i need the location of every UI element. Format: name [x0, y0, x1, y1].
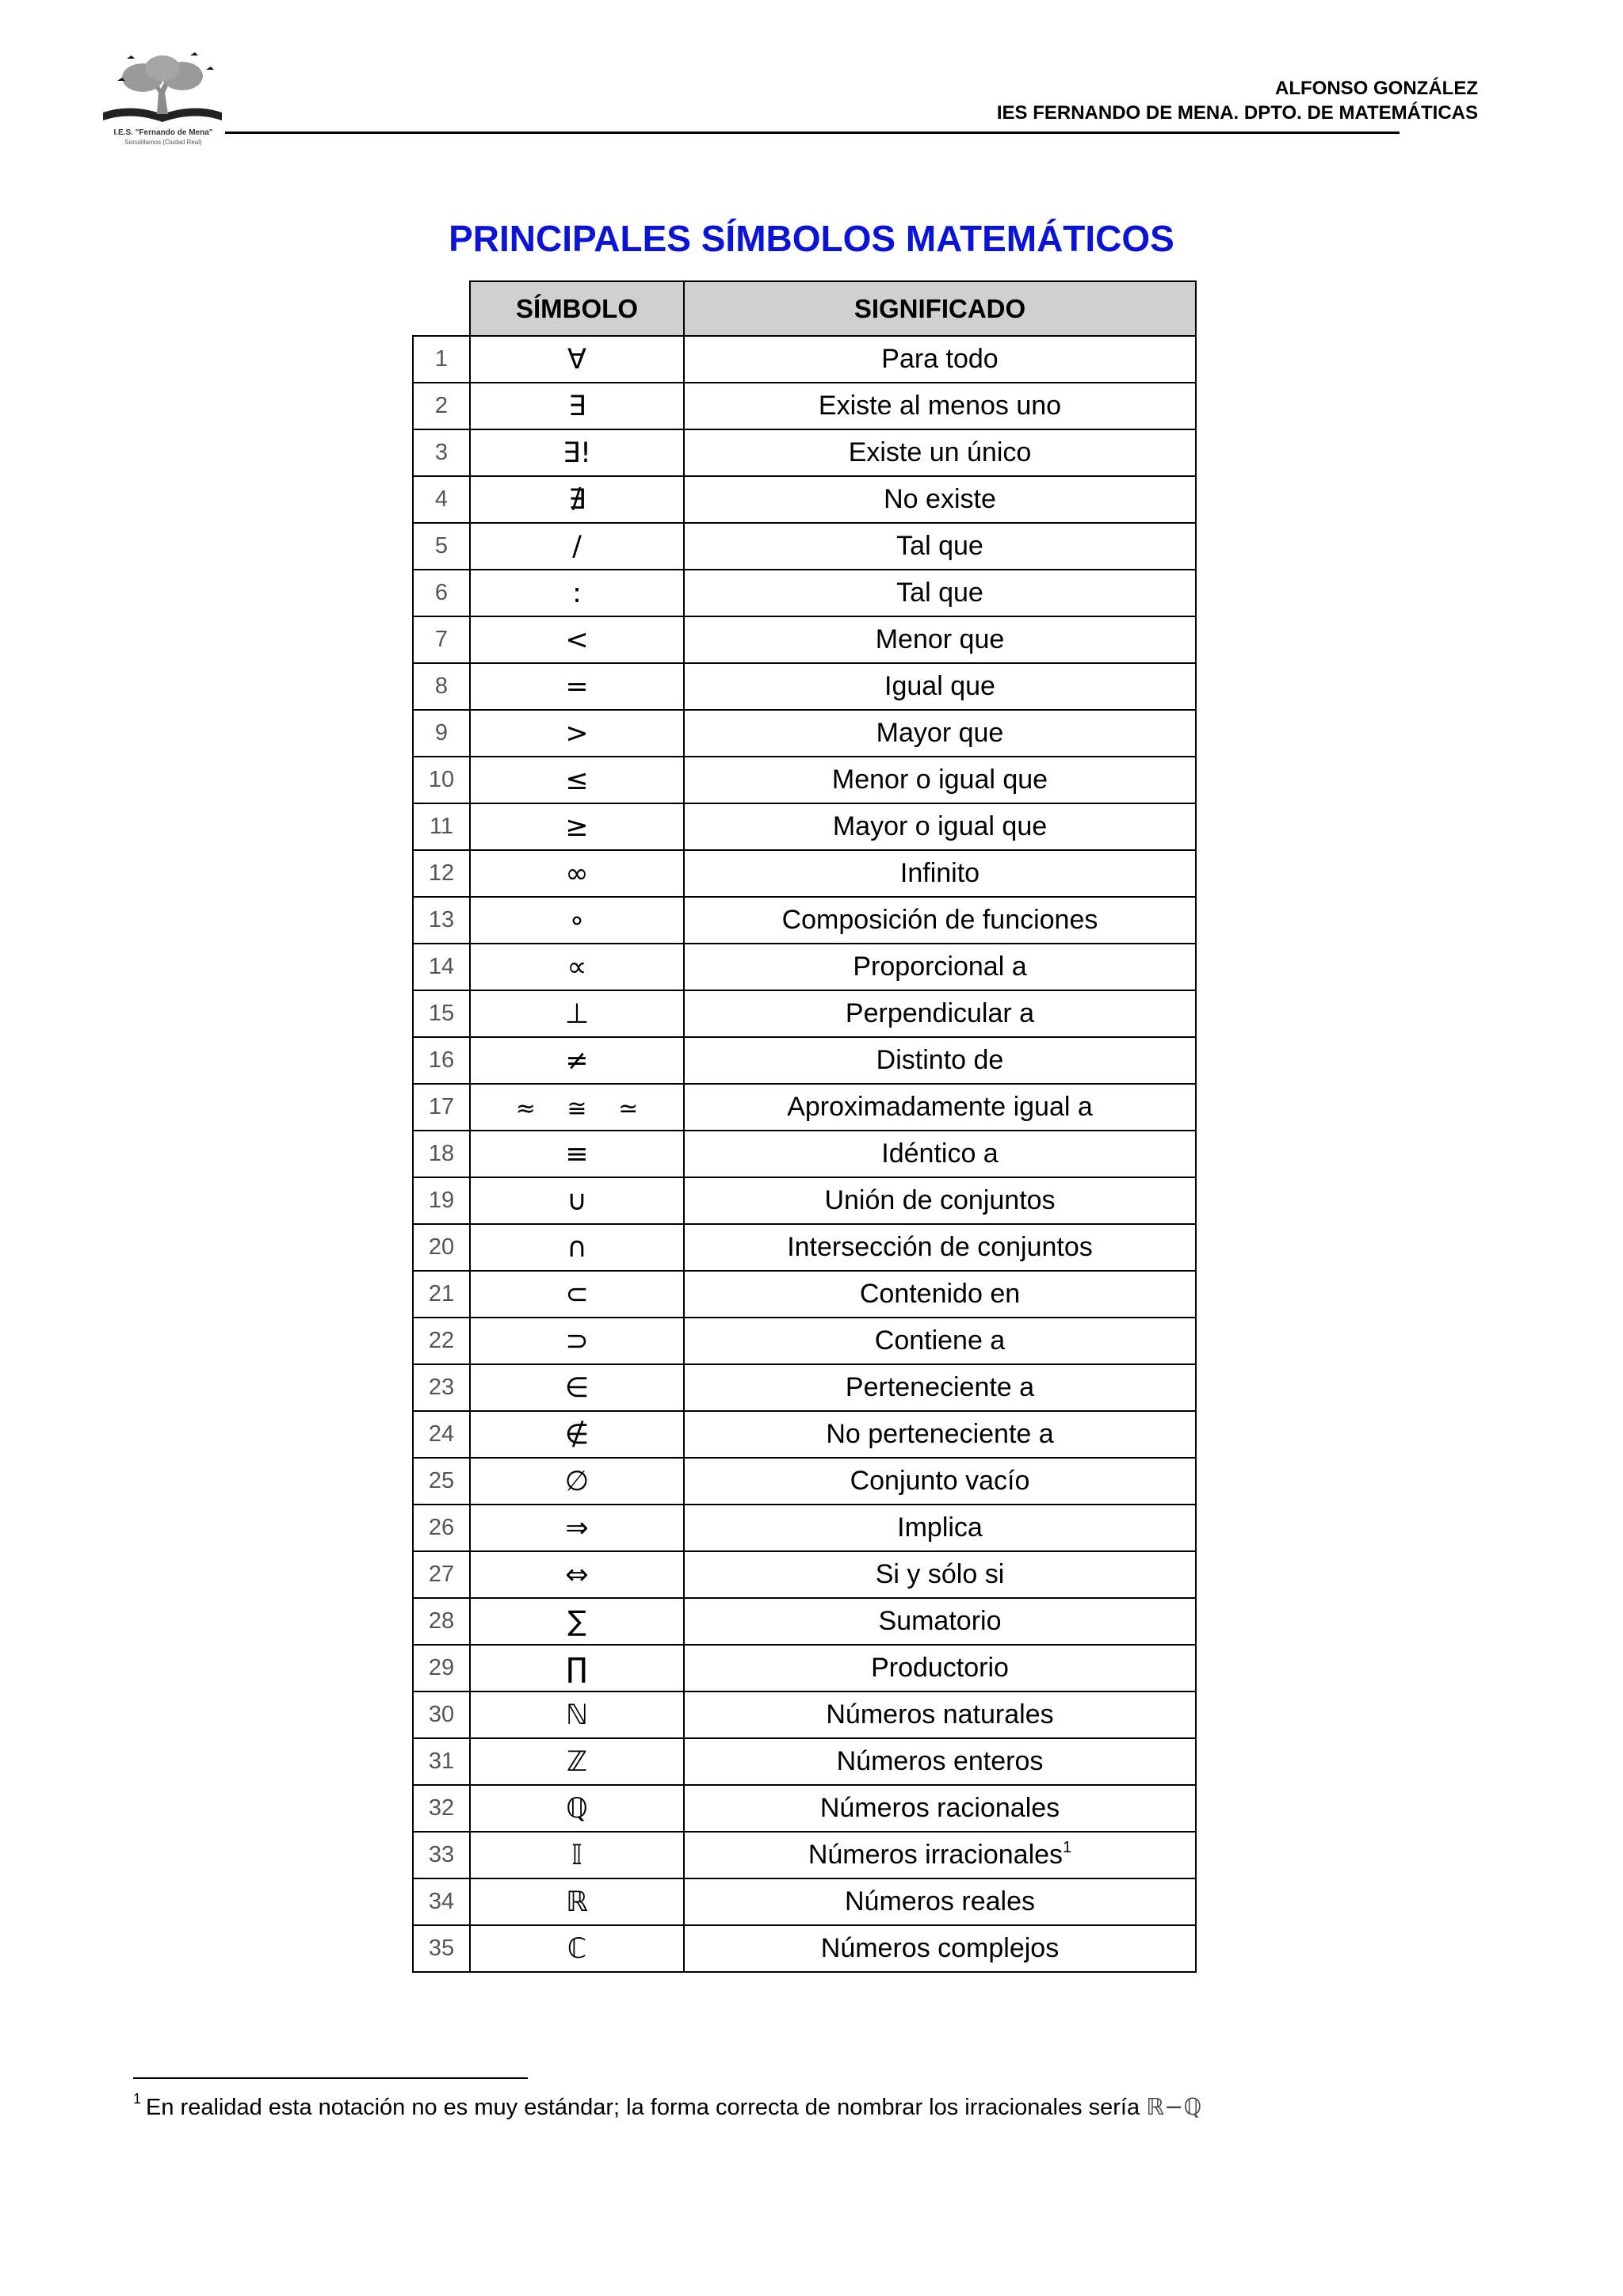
table-row — [413, 1084, 1196, 1131]
row-number: 26 — [413, 1505, 470, 1551]
row-meaning — [684, 944, 1196, 990]
meaning-text: Menor que — [875, 624, 1005, 654]
row-number: 4 — [413, 476, 470, 523]
table-row — [413, 710, 1196, 757]
row-meaning — [684, 1878, 1196, 1925]
symbol-glyph: ℂ — [567, 1932, 587, 1965]
meaning-text: Conjunto vacío — [850, 1466, 1030, 1496]
row-symbol — [470, 757, 684, 803]
row-meaning — [684, 1598, 1196, 1645]
row-symbol — [470, 944, 684, 990]
row-meaning — [684, 1411, 1196, 1458]
row-meaning — [684, 1177, 1196, 1224]
row-symbol — [470, 663, 684, 710]
table-row — [413, 850, 1196, 897]
symbol-glyph: ∃! — [562, 437, 592, 469]
row-symbol — [470, 990, 684, 1037]
symbol-glyph: ∄ — [567, 483, 586, 516]
symbol-glyph: ≈ ≅ ≃ — [515, 1094, 639, 1123]
row-meaning — [684, 523, 1196, 570]
symbol-glyph: ⇔ — [565, 1558, 589, 1591]
row-meaning — [684, 757, 1196, 803]
table-row — [413, 476, 1196, 523]
table-row — [413, 1131, 1196, 1177]
row-symbol — [470, 1691, 684, 1738]
table-row — [413, 897, 1196, 944]
row-symbol — [470, 1598, 684, 1645]
table-row — [413, 1411, 1196, 1458]
symbol-glyph: ∞ — [565, 857, 589, 890]
row-symbol — [470, 1318, 684, 1364]
row-number: 17 — [413, 1084, 470, 1131]
symbol-glyph: < — [565, 624, 589, 656]
meaning-text: Números complejos — [820, 1933, 1060, 1963]
symbol-glyph: ⊂ — [565, 1278, 589, 1310]
row-number: 19 — [413, 1177, 470, 1224]
symbol-glyph: ℚ — [566, 1792, 588, 1825]
table-row — [413, 1832, 1196, 1878]
symbol-glyph: ℝ — [566, 1886, 588, 1918]
row-meaning — [684, 990, 1196, 1037]
table-row — [413, 757, 1196, 803]
row-number: 7 — [413, 616, 470, 663]
table-row — [413, 803, 1196, 850]
row-number: 12 — [413, 850, 470, 897]
row-meaning — [684, 336, 1196, 383]
footnote-reference[interactable]: 1 — [1063, 1839, 1072, 1856]
table-row — [413, 429, 1196, 476]
symbol-glyph: ⊃ — [565, 1325, 589, 1357]
meaning-text: Contiene a — [874, 1325, 1006, 1356]
row-meaning — [684, 1318, 1196, 1364]
row-meaning — [684, 1645, 1196, 1691]
table-row — [413, 1177, 1196, 1224]
meaning-text: Números irracionales — [808, 1840, 1064, 1870]
logo-school-city: Socuéllamos (Ciudad Real) — [124, 139, 202, 146]
symbol-glyph: ∝ — [567, 951, 587, 983]
row-symbol — [470, 1551, 684, 1598]
row-symbol — [470, 710, 684, 757]
row-number: 18 — [413, 1131, 470, 1177]
row-meaning — [684, 1738, 1196, 1785]
row-number: 22 — [413, 1318, 470, 1364]
meaning-text: Perteneciente a — [845, 1372, 1035, 1402]
row-meaning — [684, 1832, 1196, 1878]
table-row — [413, 1318, 1196, 1364]
row-meaning — [684, 663, 1196, 710]
symbol-glyph: ∏ — [566, 1652, 588, 1684]
row-symbol — [470, 1878, 684, 1925]
row-number: 13 — [413, 897, 470, 944]
meaning-text: Números racionales — [819, 1793, 1060, 1823]
meaning-text: Tal que — [896, 578, 983, 608]
header-institution: IES FERNANDO DE MENA. DPTO. DE MATEMÁTICAS — [996, 102, 1478, 124]
symbol-glyph: ∑ — [567, 1605, 586, 1638]
table-row — [413, 1925, 1196, 1972]
symbol-glyph: > — [565, 717, 589, 749]
row-meaning — [684, 1037, 1196, 1084]
row-symbol — [470, 1411, 684, 1458]
row-number: 2 — [413, 383, 470, 429]
row-number: 11 — [413, 803, 470, 850]
meaning-text: Si y sólo si — [875, 1559, 1005, 1589]
meaning-text: Existe al menos uno — [818, 391, 1062, 421]
row-symbol — [470, 1364, 684, 1411]
meaning-text: Distinto de — [876, 1045, 1004, 1075]
logo-school-name: I.E.S. "Fernando de Mena" — [113, 128, 213, 137]
row-symbol — [470, 1738, 684, 1785]
row-meaning — [684, 850, 1196, 897]
row-number: 25 — [413, 1458, 470, 1505]
row-meaning — [684, 570, 1196, 616]
row-number: 8 — [413, 663, 470, 710]
row-symbol — [470, 1458, 684, 1505]
row-symbol — [470, 803, 684, 850]
table-row — [413, 990, 1196, 1037]
symbol-glyph: ∪ — [567, 1184, 587, 1217]
meaning-text: Intersección de conjuntos — [787, 1232, 1093, 1262]
row-symbol — [470, 1505, 684, 1551]
row-meaning — [684, 429, 1196, 476]
row-symbol — [470, 850, 684, 897]
row-meaning — [684, 1224, 1196, 1271]
symbol-glyph: = — [565, 670, 589, 703]
row-number: 28 — [413, 1598, 470, 1645]
row-number: 32 — [413, 1785, 470, 1832]
meaning-text: No existe — [884, 484, 996, 514]
meaning-text: Números enteros — [836, 1746, 1044, 1776]
symbol-glyph: ≥ — [565, 810, 589, 843]
row-symbol — [470, 1925, 684, 1972]
tree-book-icon — [95, 49, 230, 128]
symbol-glyph: ⇒ — [565, 1512, 589, 1544]
row-symbol — [470, 1832, 684, 1878]
table-row — [413, 1785, 1196, 1832]
symbol-glyph: ≠ — [565, 1044, 589, 1077]
row-number: 14 — [413, 944, 470, 990]
footnote — [133, 2093, 1201, 2121]
meaning-text: Mayor que — [876, 718, 1004, 748]
row-symbol — [470, 1785, 684, 1832]
table-row — [413, 663, 1196, 710]
row-number: 27 — [413, 1551, 470, 1598]
table-row — [413, 1645, 1196, 1691]
row-symbol — [470, 1131, 684, 1177]
row-symbol — [470, 523, 684, 570]
table-row — [413, 1691, 1196, 1738]
row-number: 30 — [413, 1691, 470, 1738]
table-row — [413, 1505, 1196, 1551]
row-symbol — [470, 429, 684, 476]
symbol-glyph: ∘ — [568, 904, 586, 936]
meaning-text: Para todo — [881, 344, 999, 374]
symbol-glyph: ≤ — [565, 764, 589, 796]
header-divider — [225, 132, 1400, 134]
symbol-glyph: : — [572, 577, 582, 609]
row-meaning — [684, 616, 1196, 663]
row-number: 10 — [413, 757, 470, 803]
row-number: 33 — [413, 1832, 470, 1878]
row-number: 9 — [413, 710, 470, 757]
row-symbol — [470, 1645, 684, 1691]
table-row — [413, 1037, 1196, 1084]
header-meaning: SIGNIFICADO — [684, 281, 1196, 336]
row-number: 21 — [413, 1271, 470, 1318]
row-meaning — [684, 803, 1196, 850]
meaning-text: Unión de conjuntos — [824, 1185, 1056, 1215]
meaning-text: Tal que — [896, 531, 983, 561]
row-meaning — [684, 897, 1196, 944]
row-meaning — [684, 1458, 1196, 1505]
symbol-glyph: ≡ — [565, 1138, 589, 1170]
row-number: 23 — [413, 1364, 470, 1411]
meaning-text: Contenido en — [859, 1279, 1021, 1309]
symbol-glyph: ∈ — [564, 1371, 590, 1404]
footnote-text: En realidad esta notación no es muy estándar; la forma correcta de nombrar los irracionales sería — [146, 2095, 1140, 2120]
row-number: 15 — [413, 990, 470, 1037]
meaning-text: Composición de funciones — [781, 905, 1098, 935]
row-number: 24 — [413, 1411, 470, 1458]
meaning-text: Implica — [897, 1512, 983, 1543]
table-row — [413, 1224, 1196, 1271]
table-row — [413, 383, 1196, 429]
row-symbol — [470, 336, 684, 383]
table-row — [413, 616, 1196, 663]
meaning-text: Números reales — [845, 1886, 1035, 1917]
meaning-text: Productorio — [871, 1653, 1009, 1683]
table-header-row — [413, 281, 1196, 336]
row-meaning — [684, 1925, 1196, 1972]
table-row — [413, 1364, 1196, 1411]
row-symbol — [470, 1037, 684, 1084]
row-meaning — [684, 383, 1196, 429]
row-meaning — [684, 1131, 1196, 1177]
row-meaning — [684, 1551, 1196, 1598]
row-symbol — [470, 1084, 684, 1131]
table-row — [413, 1738, 1196, 1785]
table-row — [413, 1458, 1196, 1505]
symbol-glyph: ∃ — [567, 390, 586, 422]
row-symbol — [470, 476, 684, 523]
meaning-text: Idéntico a — [881, 1138, 999, 1169]
table-row — [413, 1551, 1196, 1598]
row-symbol — [470, 1177, 684, 1224]
row-symbol — [470, 1271, 684, 1318]
table-row — [413, 570, 1196, 616]
footnote-marker: 1 — [133, 2091, 142, 2107]
meaning-text: Mayor o igual que — [832, 811, 1048, 841]
table-row — [413, 1878, 1196, 1925]
meaning-text: Infinito — [899, 858, 980, 888]
table-row — [413, 1271, 1196, 1318]
row-meaning — [684, 1505, 1196, 1551]
row-number: 34 — [413, 1878, 470, 1925]
meaning-text: Existe un único — [848, 437, 1032, 467]
row-number: 3 — [413, 429, 470, 476]
row-number: 20 — [413, 1224, 470, 1271]
row-number: 29 — [413, 1645, 470, 1691]
row-number: 5 — [413, 523, 470, 570]
row-number: 16 — [413, 1037, 470, 1084]
meaning-text: Menor o igual que — [831, 765, 1048, 795]
row-symbol — [470, 1224, 684, 1271]
meaning-text: Sumatorio — [878, 1606, 1002, 1636]
table-row — [413, 523, 1196, 570]
row-symbol — [470, 570, 684, 616]
table-row — [413, 1598, 1196, 1645]
row-number: 35 — [413, 1925, 470, 1972]
symbols-table — [412, 280, 1197, 1973]
symbol-glyph: ∀ — [567, 343, 586, 376]
row-symbol — [470, 383, 684, 429]
row-meaning — [684, 476, 1196, 523]
row-meaning — [684, 1691, 1196, 1738]
symbol-glyph: 𝕀 — [571, 1839, 582, 1871]
row-meaning — [684, 1364, 1196, 1411]
row-number: 31 — [413, 1738, 470, 1785]
row-symbol — [470, 616, 684, 663]
row-number: 6 — [413, 570, 470, 616]
table-row — [413, 944, 1196, 990]
symbol-glyph: ∉ — [564, 1418, 590, 1451]
page-title: PRINCIPALES SÍMBOLOS MATEMÁTICOS — [449, 218, 1174, 259]
symbol-glyph: ∩ — [567, 1231, 587, 1264]
row-meaning — [684, 710, 1196, 757]
header-symbol: SÍMBOLO — [470, 281, 684, 336]
meaning-text: No perteneciente a — [826, 1419, 1054, 1449]
symbol-glyph: ⊥ — [564, 997, 590, 1030]
meaning-text: Perpendicular a — [845, 998, 1035, 1028]
header-blank-cell — [413, 281, 470, 336]
header-author: ALFONSO GONZÁLEZ — [1275, 78, 1478, 99]
symbol-glyph: ℤ — [566, 1745, 588, 1778]
row-meaning — [684, 1084, 1196, 1131]
symbol-glyph: / — [572, 530, 582, 563]
footnote-math: ℝ−ℚ — [1146, 2093, 1202, 2120]
meaning-text: Aproximadamente igual a — [787, 1092, 1093, 1122]
row-symbol — [470, 897, 684, 944]
row-meaning — [684, 1785, 1196, 1832]
symbol-glyph: ∅ — [564, 1465, 590, 1497]
meaning-text: Proporcional a — [853, 952, 1027, 982]
table-row — [413, 336, 1196, 383]
row-number: 1 — [413, 336, 470, 383]
footnote-divider — [133, 2077, 528, 2079]
row-meaning — [684, 1271, 1196, 1318]
meaning-text: Igual que — [884, 671, 995, 701]
meaning-text: Números naturales — [826, 1699, 1054, 1730]
symbol-glyph: ℕ — [565, 1699, 589, 1731]
